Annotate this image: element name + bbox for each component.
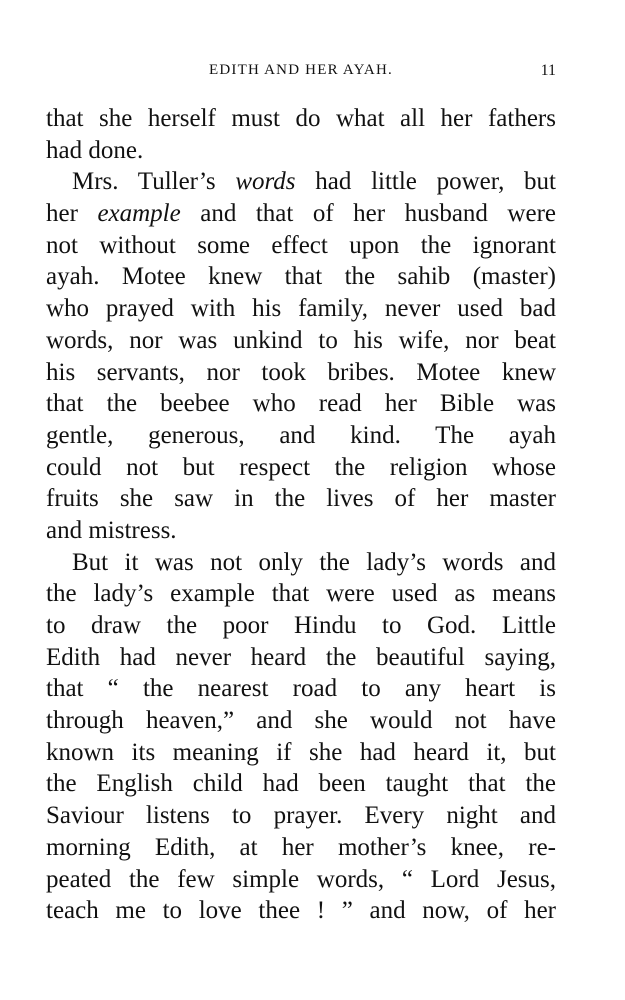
text-line (46, 800, 556, 832)
text-segment: words, nor was unkind to his wife, nor beat (46, 326, 556, 354)
text-segment: peated the few simple words, “ Lord Jesus, (46, 865, 556, 893)
running-head (46, 62, 556, 84)
text-line (46, 293, 556, 325)
text-segment: and that of her husband were (180, 200, 557, 228)
text-line (46, 420, 556, 452)
text-segment: the English child had been taught that the (46, 770, 556, 798)
text-segment: that “ the nearest road to any heart is (46, 675, 556, 703)
text-segment: to draw the poor Hindu to God. Little (46, 612, 556, 639)
text-segment: known its meaning if she had heard it, but (46, 738, 556, 766)
text-line (46, 198, 556, 230)
text-line (46, 515, 556, 547)
text-segment: Saviour listens to prayer. Every night and (46, 802, 556, 830)
text-segment: that she herself must do what all her fathers (46, 105, 556, 132)
text-line (46, 864, 556, 896)
text-segment: Edith had never heard the beautiful saying, (46, 643, 556, 671)
text-segment: her (46, 200, 98, 228)
text-segment: had done. (46, 136, 144, 164)
text-segment: through heaven,” and she would not have (46, 707, 556, 735)
text-line (46, 578, 556, 610)
text-line (46, 642, 556, 674)
text-line (46, 135, 556, 167)
text-line (46, 737, 556, 769)
page-number: 11 (540, 62, 556, 79)
text-line (46, 547, 556, 579)
text-segment: teach me to love thee ! ” and now, of her (46, 897, 556, 925)
text-line (46, 452, 556, 484)
text-line (46, 261, 556, 293)
text-segment: gentle, generous, and kind. The ayah (46, 421, 556, 449)
text-line (46, 483, 556, 515)
text-line (46, 832, 556, 864)
text-line (46, 166, 556, 198)
italic-text: words (235, 168, 296, 196)
text-segment: the lady’s example that were used as means (46, 580, 556, 608)
text-line (46, 103, 556, 135)
running-title: EDITH AND HER AYAH. (209, 62, 393, 78)
text-segment: had little power, but (295, 168, 557, 196)
text-segment: and mistress. (46, 516, 177, 544)
italic-text: example (97, 200, 181, 228)
text-line (46, 705, 556, 737)
text-segment: not without some effect upon the ignorant (46, 231, 556, 259)
text-segment: ayah. Motee knew that the sahib (master) (46, 263, 556, 291)
text-segment: that the beebee who read her Bible was (46, 390, 556, 418)
text-line (46, 325, 556, 357)
text-segment: But it was not only the lady’s words and (72, 548, 556, 576)
text-line (46, 610, 556, 642)
text-line (46, 895, 556, 927)
body-text (46, 103, 556, 927)
text-segment: his servants, nor took bribes. Motee knew (46, 358, 556, 386)
text-line (46, 673, 556, 705)
text-segment: fruits she saw in the lives of her master (46, 485, 556, 513)
text-segment: morning Edith, at her mother’s knee, re- (46, 833, 556, 861)
text-segment: could not but respect the religion whose (46, 453, 556, 481)
text-line (46, 388, 556, 420)
text-segment: Mrs. Tuller’s (72, 168, 236, 196)
text-line (46, 230, 556, 262)
text-line (46, 768, 556, 800)
text-line (46, 357, 556, 389)
text-segment: who prayed with his family, never used bad (46, 295, 556, 323)
